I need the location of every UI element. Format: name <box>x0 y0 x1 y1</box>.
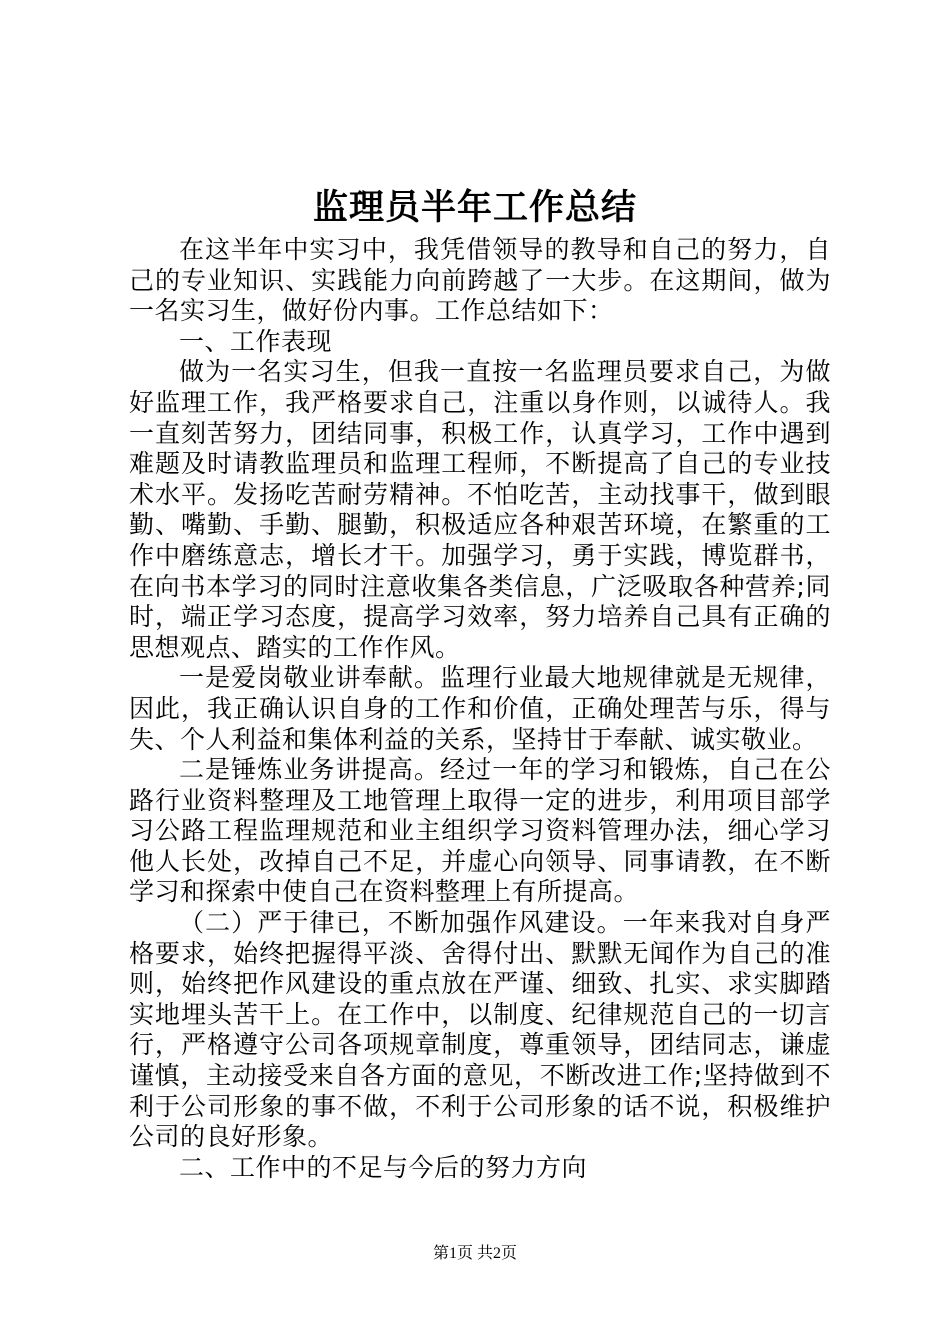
paragraph-self-discipline: （二）严于律已，不断加强作风建设。一年来我对自身严格要求，始终把握得平淡、舍得付出、默默无闻作为自己的准则，始终把作风建设的重点放在严谨、细致、扎实、求实脚踏实地埋头苦干上。在工作中，以制度、纪律规范自己的一切言行，严格遵守公司各项规章制度，尊重领导，团结同志，谦虚谨慎，主动接受来自各方面的意见，不断改进工作;坚持做到不利于公司形象的事不做，不利于公司形象的话不说，积极维护公司的良好形象。 <box>129 908 831 1152</box>
paragraph-skill-improvement: 二是锤炼业务讲提高。经过一年的学习和锻炼，自己在公路行业资料整理及工地管理上取得一定的进步，利用项目部学习公路工程监理规范和业主组织学习资料管理办法，细心学习他人长处，改掉自己不足，并虚心向领导、同事请教，在不断学习和探索中使自己在资料整理上有所提高。 <box>129 755 831 907</box>
section-heading-shortcomings: 二、工作中的不足与今后的努力方向 <box>179 1152 588 1182</box>
paragraph-work-performance: 做为一名实习生，但我一直按一名监理员要求自己，为做好监理工作，我严格要求自己，注重以身作则，以诚待人。我一直刻苦努力，团结同事，积极工作，认真学习，工作中遇到难题及时请教监理员和监理工程师，不断提高了自己的专业技术水平。发扬吃苦耐劳精神。不怕吃苦，主动找事干，做到眼勤、嘴勤、手勤、腿勤，积极适应各种艰苦环境，在繁重的工作中磨练意志，增长才干。加强学习，勇于实践，博览群书，在向书本学习的同时注意收集各类信息，广泛吸取各种营养;同时，端正学习态度，提高学习效率，努力培养自己具有正确的思想观点、踏实的工作作风。 <box>129 357 831 662</box>
document-title: 监理员半年工作总结 <box>312 187 637 228</box>
page-number-footer: 第1页 共2页 <box>432 1245 517 1262</box>
paragraph-intro: 在这半年中实习中，我凭借领导的教导和自己的努力，自己的专业知识、实践能力向前跨越了一大步。在这期间，做为一名实习生，做好份内事。工作总结如下： <box>129 235 831 326</box>
document-body <box>129 235 831 1183</box>
paragraph-dedication: 一是爱岗敬业讲奉献。监理行业最大地规律就是无规律，因此，我正确认识自身的工作和价值，正确处理苦与乐，得与失、个人利益和集体利益的关系，坚持甘于奉献、诚实敬业。 <box>129 663 831 754</box>
section-heading-work-performance: 一、工作表现 <box>179 326 333 356</box>
